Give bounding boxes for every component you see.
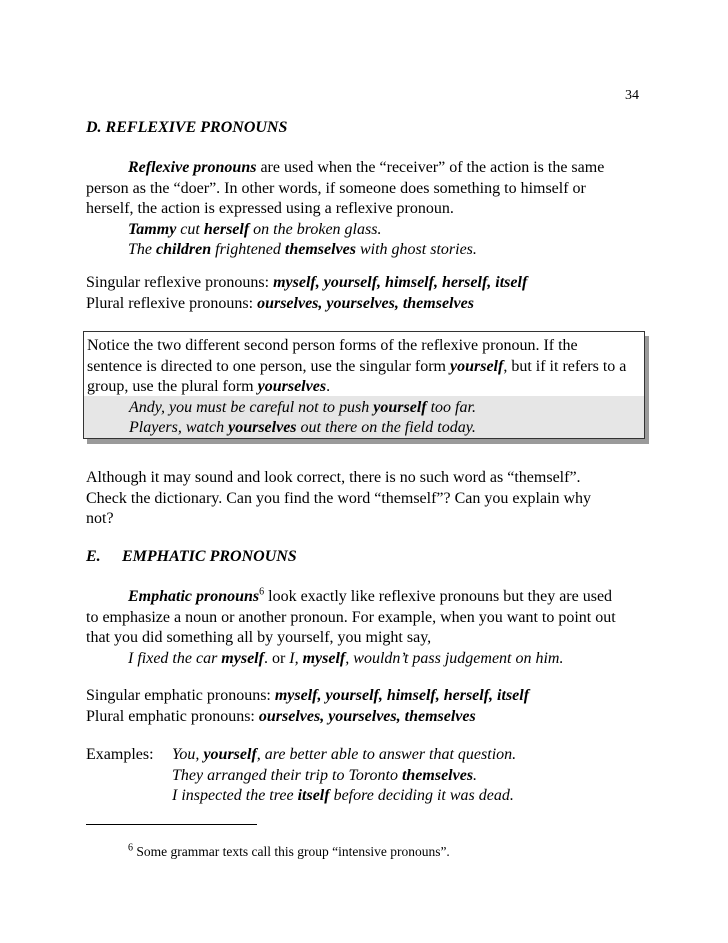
notice-example-2: Players, watch yourselves out there on the field today. — [129, 419, 476, 436]
section-d-heading: D. REFLEXIVE PRONOUNS — [86, 119, 288, 136]
section-d-paragraph: Reflexive pronouns are used when the “receiver” of the action is the same person as the “doer”. In other words, if someone does something to himself or herself, the action is expressed using a reflexive pronoun. Tammy cut herself on the broken glass. The children frightened themselves with ghost stories. — [86, 158, 646, 261]
examples-block: Examples: You, yourself, are better able to answer that question. They arranged their trip to Toronto themselves. I inspected the tree itself before deciding it was dead. — [86, 746, 517, 804]
example-2: The children frightened themselves with ghost stories. — [128, 241, 477, 258]
footnote-rule — [86, 824, 257, 825]
examples-label: Examples: — [86, 746, 154, 763]
footnote: $^6$ Some grammar texts call this group “intensive pronouns”. — [128, 842, 450, 859]
emphatic-lists: Singular emphatic pronouns: myself, yourself, himself, herself, itself Plural emphatic pronouns: ourselves, yourselves, themselves — [86, 687, 530, 725]
footnote-ref: 6 — [259, 586, 265, 598]
term-emphatic: Emphatic pronouns — [128, 588, 260, 605]
section-e-paragraph: Emphatic pronouns$^6$ look exactly like reflexive pronouns but they are used to emphasize a noun or another pronoun. For example, when you want to point out that you did something all by yourself, you might say, I fixed the car myself. or I, myself, wouldn’t pass judgement on him. — [86, 587, 646, 669]
example-1: Tammy cut herself on the broken glass. — [128, 220, 382, 238]
term-reflexive: Reflexive pronouns — [128, 159, 257, 176]
reflexive-lists: Singular reflexive pronouns: myself, yourself, himself, herself, itself Plural reflexive pronouns: ourselves, yourselves, themselves — [86, 274, 528, 312]
section-e-heading: E. EMPHATIC PRONOUNS — [86, 548, 297, 565]
emphatic-example: I fixed the car myself. or I, myself, wouldn’t pass judgement on him. — [128, 649, 564, 667]
page-number: 34 — [625, 88, 639, 103]
themself-paragraph: Although it may sound and look correct, there is no such word as “themself”. Check the dictionary. Can you find the word “themself”? Can you explain why not? — [86, 469, 592, 527]
notice-example-1: Andy, you must be careful not to push yourself too far. — [129, 398, 476, 416]
notice-box: Notice the two different second person forms of the reflexive pronoun. If the sentence is directed to one person, use the singular form yourself, but if it refers to a group, use the plural form yourselves. Andy, you must be careful not to push yourself too far. Players, watch yourselves out there on the field today. — [83, 331, 645, 439]
